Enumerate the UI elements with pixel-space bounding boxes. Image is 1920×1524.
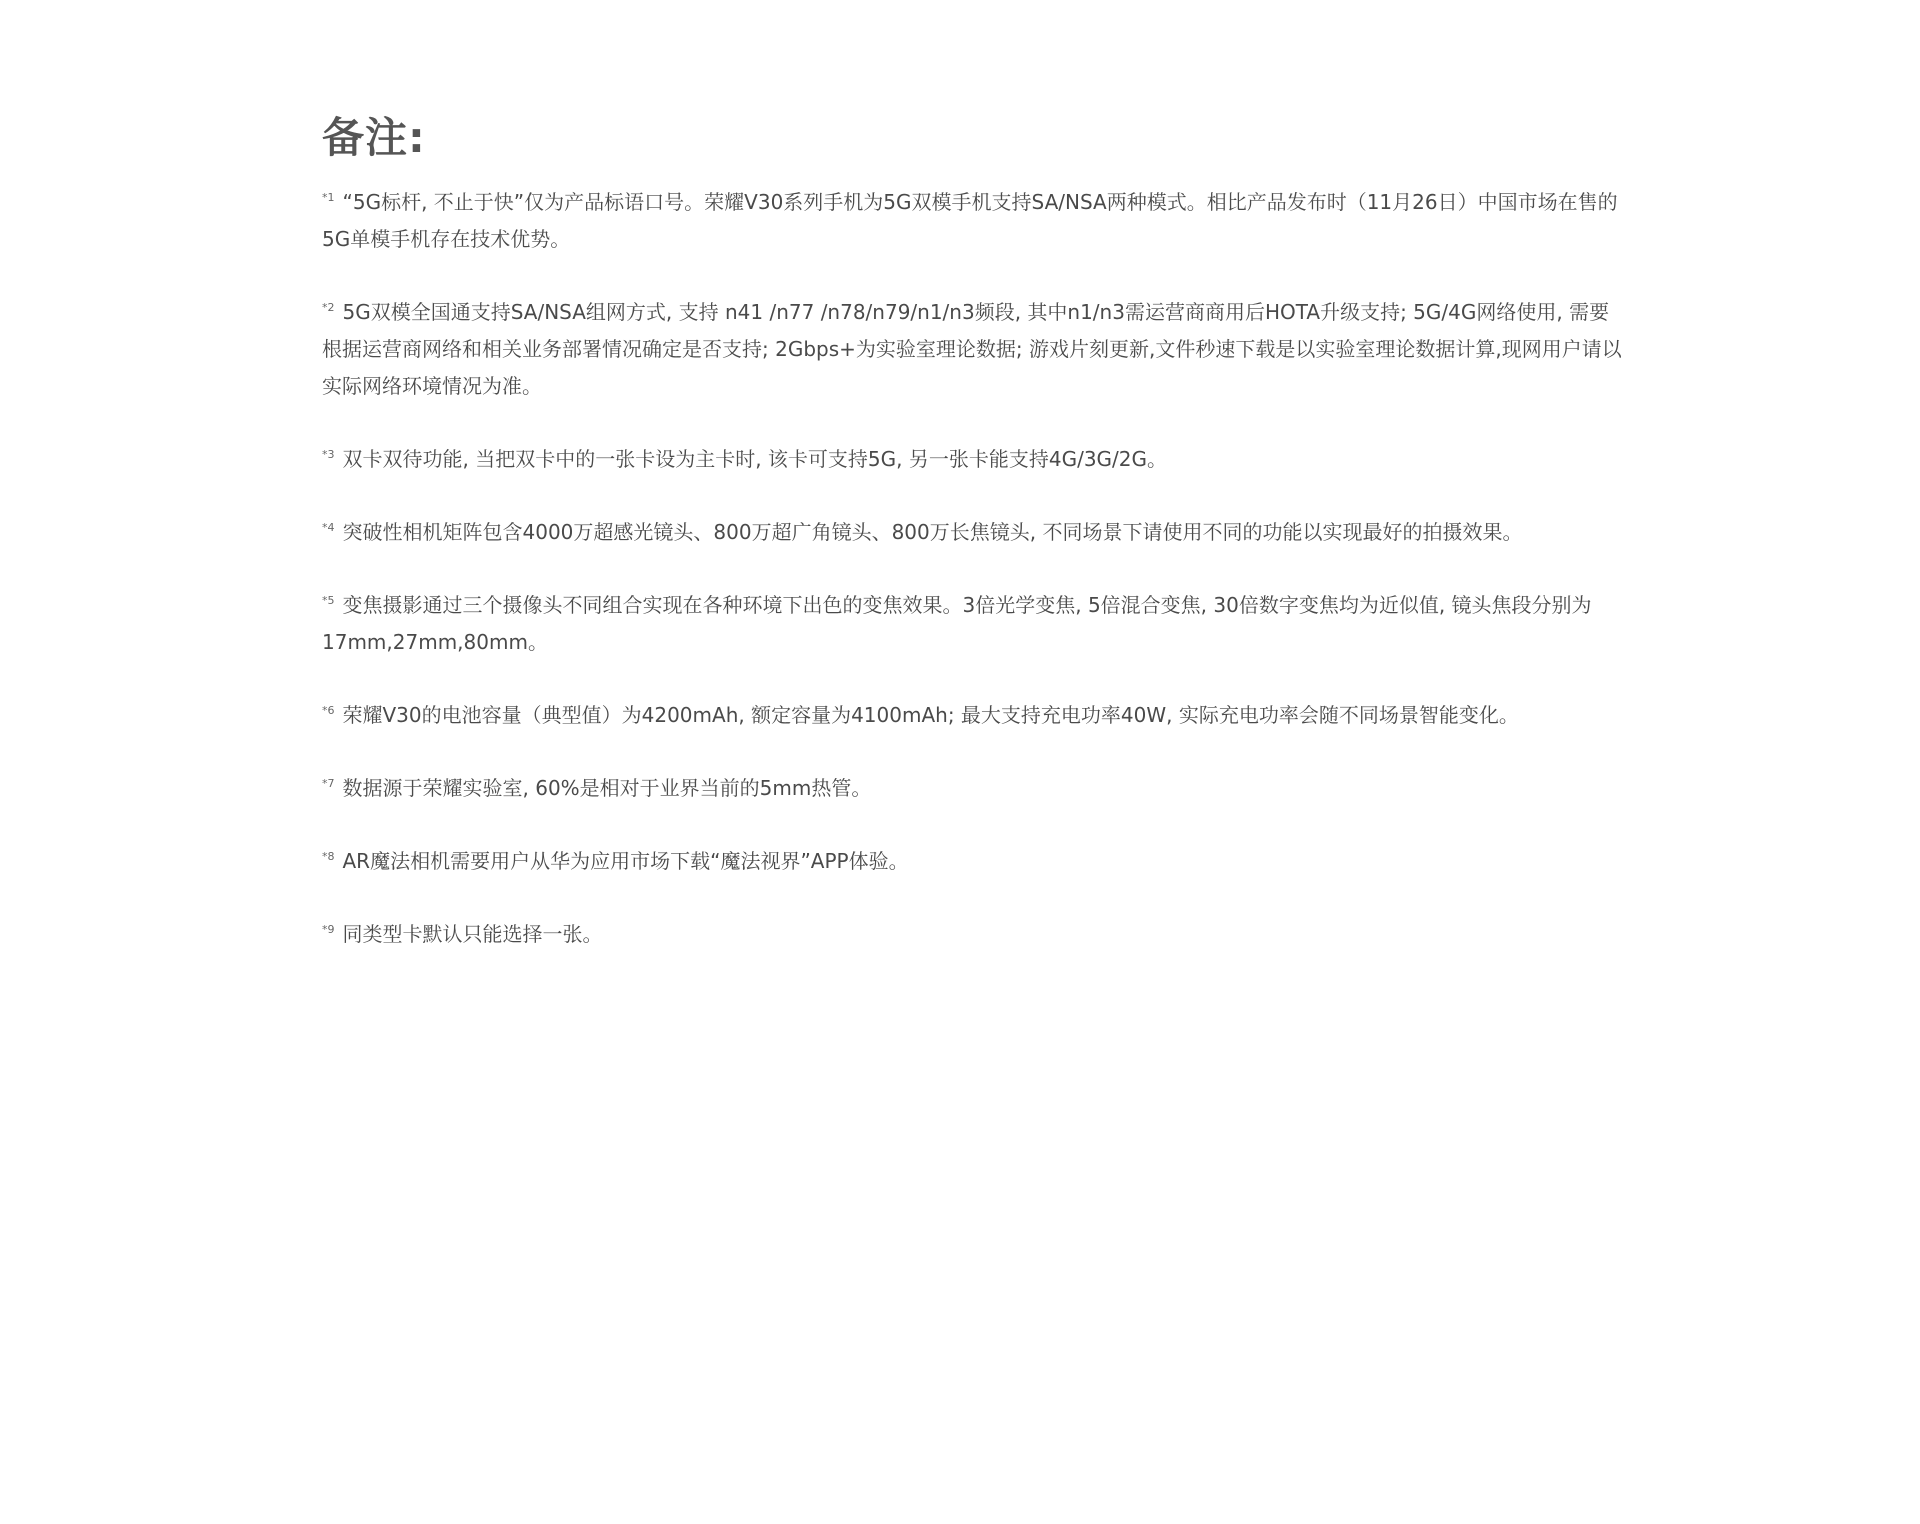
note-text: 变焦摄影通过三个摄像头不同组合实现在各种环境下出色的变焦效果。3倍光学变焦, 5倍混合变焦, 30倍数字变焦均为近似值, 镜头焦段分别为17mm,27mm,80mm。 bbox=[322, 593, 1592, 654]
note-text: 5G双模全国通支持SA/NSA组网方式, 支持 n41 /n77 /n78/n79/n1/n3频段, 其中n1/n3需运营商商用后HOTA升级支持; 5G/4G网络使用, 需要根据运营商网络和相关业务部署情况确定是否支持; 2Gbps+为实验室理论数据; 游戏片刻更新,文件秒速下载是以实验室理论数据计算,现网用户请以实际网络环境情况为准。 bbox=[322, 300, 1622, 398]
notes-title: 备注: bbox=[322, 113, 426, 162]
notes-section bbox=[322, 108, 1622, 989]
note-6 bbox=[322, 697, 1622, 734]
note-text: AR魔法相机需要用户从华为应用市场下载“魔法视界”APP体验。 bbox=[342, 849, 909, 873]
note-text: 荣耀V30的电池容量（典型值）为4200mAh, 额定容量为4100mAh; 最大支持充电功率40W, 实际充电功率会随不同场景智能变化。 bbox=[342, 703, 1519, 727]
note-marker: *4 bbox=[322, 521, 335, 535]
note-text: 双卡双待功能, 当把双卡中的一张卡设为主卡时, 该卡可支持5G, 另一张卡能支持4G/3G/2G。 bbox=[342, 447, 1168, 471]
note-marker: *6 bbox=[322, 704, 335, 718]
note-8 bbox=[322, 843, 1622, 880]
note-marker: *1 bbox=[322, 191, 335, 205]
note-marker: *3 bbox=[322, 448, 335, 462]
note-1 bbox=[322, 184, 1622, 258]
note-text: 同类型卡默认只能选择一张。 bbox=[342, 922, 603, 946]
note-5 bbox=[322, 587, 1622, 661]
note-marker: *7 bbox=[322, 777, 335, 791]
note-3 bbox=[322, 441, 1622, 478]
note-7 bbox=[322, 770, 1622, 807]
note-text: “5G标杆, 不止于快”仅为产品标语口号。荣耀V30系列手机为5G双模手机支持SA/NSA两种模式。相比产品发布时（11月26日）中国市场在售的5G单模手机存在技术优势。 bbox=[322, 190, 1618, 251]
note-text: 数据源于荣耀实验室, 60%是相对于业界当前的5mm热管。 bbox=[342, 776, 872, 800]
note-text: 突破性相机矩阵包含4000万超感光镜头、800万超广角镜头、800万长焦镜头, 不同场景下请使用不同的功能以实现最好的拍摄效果。 bbox=[342, 520, 1523, 544]
note-marker: *2 bbox=[322, 301, 335, 315]
note-marker: *9 bbox=[322, 923, 335, 937]
note-2 bbox=[322, 294, 1622, 405]
note-marker: *8 bbox=[322, 850, 335, 864]
note-9 bbox=[322, 916, 1622, 953]
note-marker: *5 bbox=[322, 594, 335, 608]
note-4 bbox=[322, 514, 1622, 551]
